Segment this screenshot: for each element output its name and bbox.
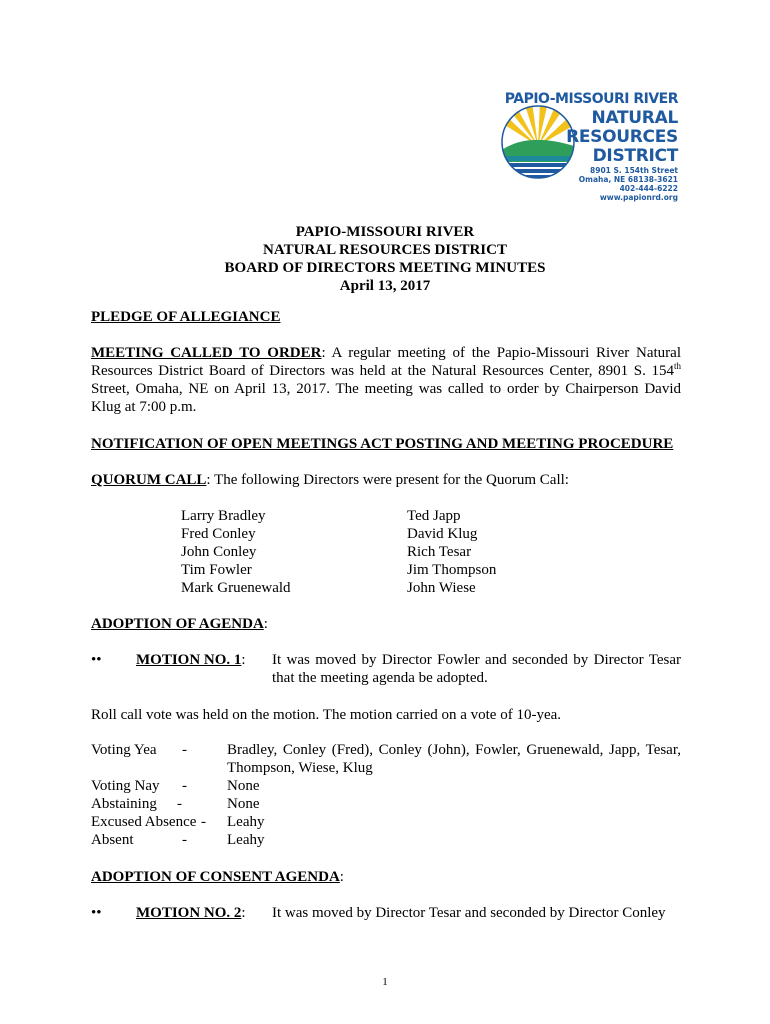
quorum-list-left	[181, 507, 291, 597]
director-name: Tim Fowler	[181, 562, 252, 578]
motion-2-bullet: ••	[91, 905, 102, 921]
called-to-order-text-a: : A regular meeting of the Papio-Missouri River Natural Resources District Board of Directors was held at the Natural Resources Center, 8901 S. 154	[91, 345, 681, 379]
called-to-order-text-b: Street, Omaha, NE on April 13, 2017. The meeting was called to order by Chairperson David Klug at 7:00 p.m.	[91, 381, 681, 415]
consent-section	[91, 868, 681, 886]
vote-label: Voting Nay	[91, 778, 160, 794]
director-name: Larry Bradley	[181, 508, 266, 524]
header-line3: BOARD OF DIRECTORS MEETING MINUTES	[224, 260, 546, 276]
logo-city: Omaha, NE 68138-3621	[578, 175, 678, 184]
director-name: Mark Gruenewald	[181, 580, 291, 596]
ordinal-suffix: th	[673, 361, 681, 371]
district-logo	[498, 88, 690, 208]
logo-street: 8901 S. 154th Street	[590, 166, 678, 175]
quorum-list-right	[407, 507, 496, 597]
vote-dash: -	[182, 742, 187, 758]
rollcall-text: Roll call vote was held on the motion. The motion carried on a vote of 10-yea.	[91, 707, 562, 723]
vote-label: Absent	[91, 832, 134, 848]
vote-dash: -	[201, 814, 206, 830]
motion-1-bullet: ••	[91, 652, 102, 668]
motion-2-text: It was moved by Director Tesar and seconded by Director Conley	[272, 905, 666, 921]
vote-dash: -	[182, 832, 187, 848]
agenda-colon: :	[263, 616, 268, 632]
motion-2-label	[136, 904, 246, 922]
logo-line3: RESOURCES	[566, 127, 678, 147]
notification-heading: NOTIFICATION OF OPEN MEETINGS ACT POSTING AND MEETING PROCEDURE	[91, 436, 674, 452]
vote-label: Voting Yea	[91, 742, 157, 758]
called-to-order-section	[91, 344, 681, 416]
vote-value: Leahy	[227, 832, 265, 848]
header-line2: NATURAL RESOURCES DISTRICT	[263, 242, 507, 258]
vote-value: Leahy	[227, 814, 265, 830]
motion-2-colon: :	[241, 905, 246, 921]
logo-line4: DISTRICT	[592, 146, 678, 166]
motion-1-colon: :	[241, 652, 246, 668]
director-name: Rich Tesar	[407, 544, 472, 560]
motion-1-label	[136, 651, 246, 669]
vote-value: Bradley, Conley (Fred), Conley (John), Fowler, Gruenewald, Japp, Tesar, Thompson, Wiese, Klug	[227, 742, 681, 776]
page-number: 1	[382, 976, 388, 988]
consent-heading: ADOPTION OF CONSENT AGENDA	[91, 869, 340, 885]
logo-line2: NATURAL	[591, 108, 678, 128]
consent-colon: :	[339, 869, 344, 885]
director-name: Fred Conley	[181, 526, 256, 542]
vote-dash: -	[177, 796, 182, 812]
logo-phone: 402-444-6222	[619, 184, 678, 193]
director-name: Jim Thompson	[407, 562, 497, 578]
quorum-heading: QUORUM CALL	[91, 472, 207, 488]
logo-line1: PAPIO-MISSOURI RIVER	[504, 91, 678, 107]
header-line1: PAPIO-MISSOURI RIVER	[295, 224, 475, 240]
quorum-section	[91, 471, 681, 489]
vote-label: Excused Absence	[91, 814, 197, 830]
director-name: Ted Japp	[407, 508, 461, 524]
director-name: John Conley	[181, 544, 257, 560]
quorum-text: : The following Directors were present for the Quorum Call:	[206, 472, 569, 488]
notification-section	[91, 435, 681, 453]
agenda-heading: ADOPTION OF AGENDA	[91, 616, 264, 632]
logo-website: www.papionrd.org	[599, 193, 678, 202]
motion-2-number: MOTION NO. 2	[136, 905, 242, 921]
logo-address	[579, 166, 678, 202]
director-name: John Wiese	[407, 580, 476, 596]
vote-label: Abstaining	[91, 796, 157, 812]
called-to-order-heading: MEETING CALLED TO ORDER	[91, 345, 322, 361]
document-header	[0, 223, 770, 295]
header-date: April 13, 2017	[339, 278, 431, 294]
logo-title	[505, 90, 678, 166]
motion-1-text: It was moved by Director Fowler and seconded by Director Tesar that the meeting agenda be adopted.	[272, 652, 681, 686]
vote-value: None	[227, 796, 260, 812]
motion-1-number: MOTION NO. 1	[136, 652, 242, 668]
vote-value: None	[227, 778, 260, 794]
pledge-heading: PLEDGE OF ALLEGIANCE	[91, 309, 281, 325]
pledge-section	[91, 308, 681, 326]
agenda-section	[91, 615, 681, 633]
director-name: David Klug	[407, 526, 478, 542]
vote-dash: -	[182, 778, 187, 794]
